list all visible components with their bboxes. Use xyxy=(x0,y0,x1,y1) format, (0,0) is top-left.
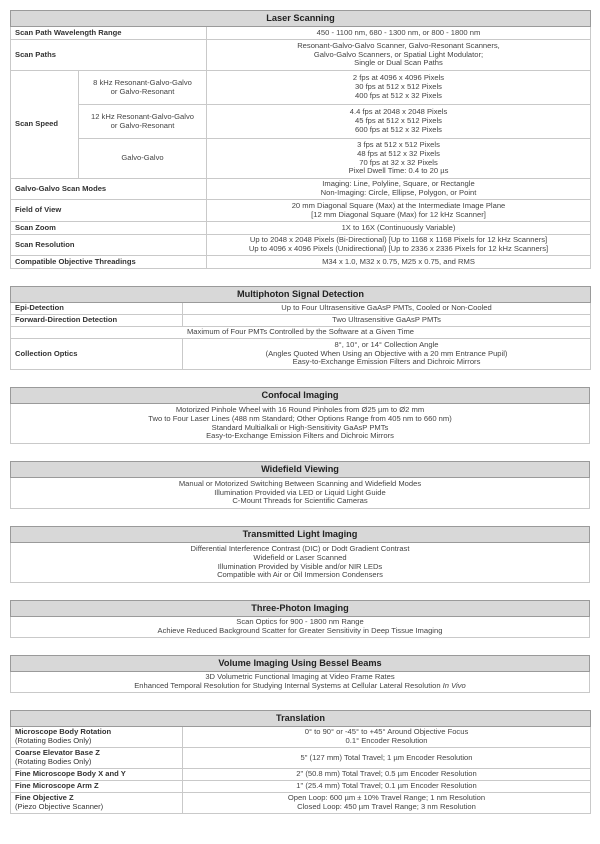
scan-speed-value-8khz: 2 fps at 4096 x 4096 Pixels 30 fps at 512 x 512 Pixels 400 fps at 512 x 32 Pixels xyxy=(207,71,591,105)
collection-optics-label: Collection Optics xyxy=(11,339,183,370)
scan-paths-value: Resonant-Galvo-Galvo Scanner, Galvo-Resonant Scanners, Galvo-Galvo Scanners, or Spatial Light Modulator; Single or Dual Scan Paths xyxy=(207,40,591,71)
wavelength-value: 450 - 1100 nm, 680 - 1300 nm, or 800 - 1800 nm xyxy=(207,27,591,40)
elevator-base-label: Coarse Elevator Base Z (Rotating Bodies Only) xyxy=(11,748,183,769)
transmitted-table xyxy=(10,526,590,583)
scan-zoom-label: Scan Zoom xyxy=(11,222,207,235)
scan-speed-label: Scan Speed xyxy=(11,71,79,179)
scan-speed-value-12khz: 4.4 fps at 2048 x 2048 Pixels 45 fps at 512 x 512 Pixels 600 fps at 512 x 32 Pixels xyxy=(207,105,591,139)
body-rotation-label: Microscope Body Rotation (Rotating Bodies Only) xyxy=(11,727,183,748)
bessel-content: 3D Volumetric Functional Imaging at Video Frame Rates Enhanced Temporal Resolution for Studying Internal Systems at Cellular Lateral Resolution In Vivo xyxy=(11,672,590,693)
arm-z-value: 1" (25.4 mm) Total Travel; 0.1 µm Encoder Resolution xyxy=(183,781,591,793)
multiphoton-title: Multiphoton Signal Detection xyxy=(11,287,591,303)
scan-speed-sub-8khz: 8 kHz Resonant-Galvo-Galvo or Galvo-Resonant xyxy=(79,71,207,105)
body-xy-value: 2" (50.8 mm) Total Travel; 0.5 µm Encoder Resolution xyxy=(183,769,591,781)
objective-z-value: Open Loop: 600 µm ± 10% Travel Range; 1 nm Resolution Closed Loop: 450 µm Travel Range; 3 nm Resolution xyxy=(183,793,591,814)
forward-detection-label: Forward-Direction Detection xyxy=(11,315,183,327)
translation-title: Translation xyxy=(11,711,591,727)
widefield-content: Manual or Motorized Switching Between Scanning and Widefield Modes Illumination Provided via LED or Liquid Light Guide C-Mount Threads for Scientific Cameras xyxy=(11,478,590,509)
three-photon-content: Scan Optics for 900 - 1800 nm Range Achieve Reduced Background Scatter for Greater Sensitivity in Deep Tissue Imaging xyxy=(11,617,590,638)
scan-zoom-value: 1X to 16X (Continuously Variable) xyxy=(207,222,591,235)
scan-resolution-label: Scan Resolution xyxy=(11,235,207,256)
threading-value: M34 x 1.0, M32 x 0.75, M25 x 0.75, and RMS xyxy=(207,256,591,269)
transmitted-title: Transmitted Light Imaging xyxy=(11,527,590,543)
field-of-view-label: Field of View xyxy=(11,200,207,222)
scan-modes-value: Imaging: Line, Polyline, Square, or Rectangle Non-Imaging: Circle, Ellipse, Polygon, or Point xyxy=(207,179,591,200)
three-photon-title: Three-Photon Imaging xyxy=(11,601,590,617)
epi-detection-value: Up to Four Ultrasensitive GaAsP PMTs, Cooled or Non-Cooled xyxy=(183,303,591,315)
body-rotation-value: 0° to 90° or -45° to +45° Around Objective Focus 0.1° Encoder Resolution xyxy=(183,727,591,748)
forward-detection-value: Two Ultrasensitive GaAsP PMTs xyxy=(183,315,591,327)
field-of-view-value: 20 mm Diagonal Square (Max) at the Intermediate Image Plane [12 mm Diagonal Square (Max) for 12 kHz Scanner] xyxy=(207,200,591,222)
bessel-title: Volume Imaging Using Bessel Beams xyxy=(11,656,590,672)
translation-table xyxy=(10,710,591,814)
scan-speed-sub-galvo: Galvo-Galvo xyxy=(79,139,207,179)
threading-label: Compatible Objective Threadings xyxy=(11,256,207,269)
widefield-title: Widefield Viewing xyxy=(11,462,590,478)
elevator-base-value: 5" (127 mm) Total Travel; 1 µm Encoder Resolution xyxy=(183,748,591,769)
laser-scanning-table xyxy=(10,10,591,269)
confocal-title: Confocal Imaging xyxy=(11,388,590,404)
body-xy-label: Fine Microscope Body X and Y xyxy=(11,769,183,781)
scan-speed-sub-12khz: 12 kHz Resonant-Galvo-Galvo or Galvo-Resonant xyxy=(79,105,207,139)
arm-z-label: Fine Microscope Arm Z xyxy=(11,781,183,793)
scan-paths-label: Scan Paths xyxy=(11,40,207,71)
objective-z-label: Fine Objective Z (Piezo Objective Scanner) xyxy=(11,793,183,814)
confocal-content: Motorized Pinhole Wheel with 16 Round Pinholes from Ø25 µm to Ø2 mm Two to Four Laser Lines (488 nm Standard; Other Options Range from 405 nm to 660 nm) Standard Multialkali or High-Sensitivity GaAsP PMTs Easy-to-Exchange Emission Filters and Dichroic Mirrors xyxy=(11,404,590,444)
collection-optics-value: 8°, 10°, or 14° Collection Angle (Angles Quoted When Using an Objective with a 20 mm Entrance Pupil) Easy-to-Exchange Emission Filters and Dichroic Mirrors xyxy=(183,339,591,370)
laser-scanning-title: Laser Scanning xyxy=(11,11,591,27)
scan-modes-label: Galvo-Galvo Scan Modes xyxy=(11,179,207,200)
epi-detection-label: Epi-Detection xyxy=(11,303,183,315)
transmitted-content: Differential Interference Contrast (DIC) or Dodt Gradient Contrast Widefield or Laser Scanned Illumination Provided by Visible and/or NIR LEDs Compatible with Air or Oil Immersion Condensers xyxy=(11,543,590,583)
scan-resolution-value: Up to 2048 x 2048 Pixels (Bi-Directional) [Up to 1168 x 1168 Pixels for 12 kHz Scanners] Up to 4096 x 4096 Pixels (Unidirectional) [Up to 2336 x 2336 Pixels for 12 kHz Scanners] xyxy=(207,235,591,256)
three-photon-table xyxy=(10,600,590,638)
max-pmts-note: Maximum of Four PMTs Controlled by the Software at a Given Time xyxy=(11,327,591,339)
wavelength-label: Scan Path Wavelength Range xyxy=(11,27,207,40)
confocal-table xyxy=(10,387,590,444)
multiphoton-table xyxy=(10,286,591,370)
bessel-table xyxy=(10,655,590,693)
widefield-table xyxy=(10,461,590,509)
scan-speed-value-galvo: 3 fps at 512 x 512 Pixels 48 fps at 512 x 32 Pixels 70 fps at 32 x 32 Pixels Pixel Dwell Time: 0.4 to 20 µs xyxy=(207,139,591,179)
